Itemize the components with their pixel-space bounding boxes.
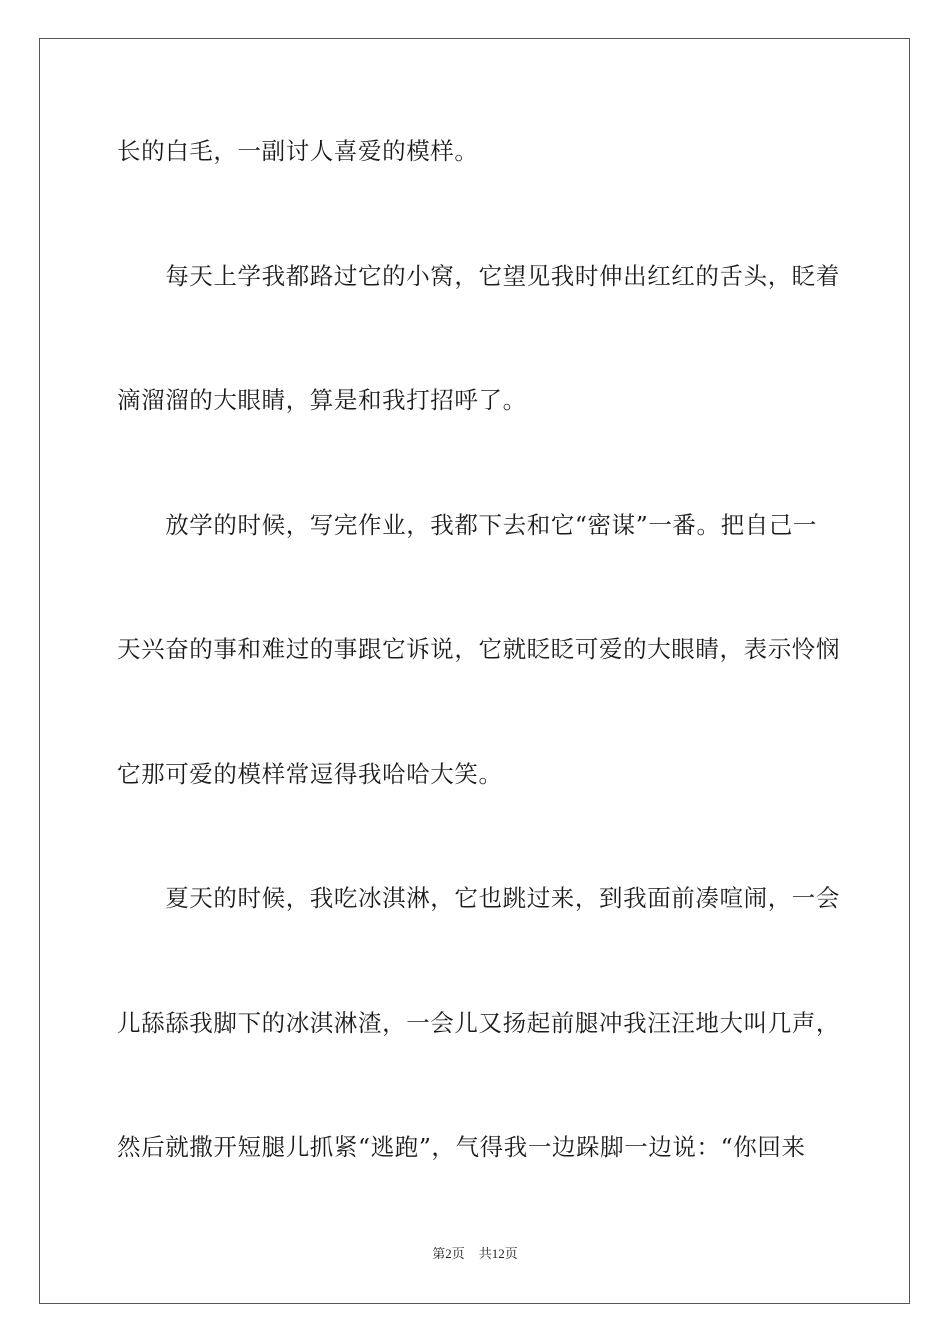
page-footer — [0, 1246, 950, 1262]
text-line-3: 滴溜溜的大眼睛，算是和我打招呼了。 — [117, 386, 527, 414]
page-total: 共12页 — [478, 1246, 518, 1261]
text-line-6: 它那可爱的模样常逗得我哈哈大笑。 — [117, 760, 503, 788]
text-line-5: 天兴奋的事和难过的事跟它诉说，它就眨眨可爱的大眼睛，表示怜悯 — [117, 635, 840, 663]
text-line-8: 儿舔舔我脚下的冰淇淋渣，一会儿又扬起前腿冲我汪汪地大叫几声， — [117, 1009, 840, 1037]
text-line-1: 长的白毛，一副讨人喜爱的模样。 — [117, 137, 479, 165]
page-border — [39, 38, 910, 1304]
text-line-2: 每天上学我都路过它的小窝，它望见我时伸出红红的舌头，眨着 — [117, 262, 840, 290]
text-line-9: 然后就撒开短腿儿抓紧“逃跑”，气得我一边跺脚一边说：“你回来 — [117, 1133, 806, 1161]
text-line-7: 夏天的时候，我吃冰淇淋，它也跳过来，到我面前凑喧闹，一会 — [117, 884, 840, 912]
page-number: 第2页 — [432, 1246, 465, 1261]
text-line-4: 放学的时候，写完作业，我都下去和它“密谋”一番。把自己一 — [117, 511, 818, 539]
